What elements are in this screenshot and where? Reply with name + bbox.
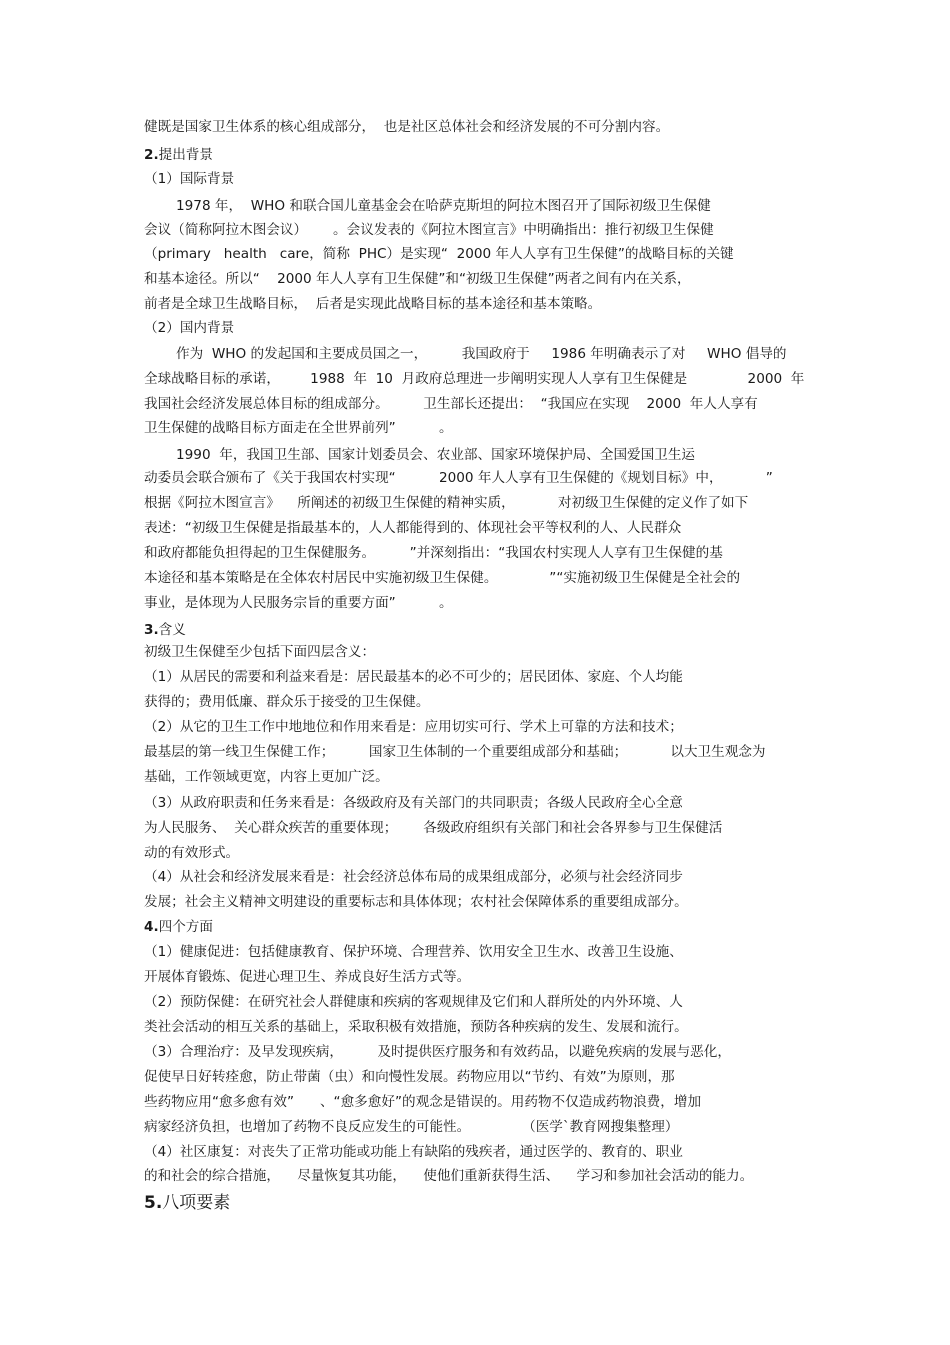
paragraph-line: 动委员会联合颁布了《关于我国农村实现“ 2000 年人人享有卫生保健的《规划目标》中， ”: [144, 470, 773, 486]
paragraph-line: （3）合理治疗：及早发现疾病， 及时提供医疗服务和有效药品，以避免疾病的发展与恶化，: [144, 1044, 731, 1060]
paragraph-line: 最基层的第一线卫生保健工作； 国家卫生体制的一个重要组成部分和基础； 以大卫生观念为: [144, 744, 766, 760]
paragraph-line: 病家经济负担，也增加了药物不良反应发生的可能性。 （医学`教育网搜集整理）: [144, 1119, 679, 1135]
paragraph-line: 健既是国家卫生体系的核心组成部分， 也是社区总体社会和经济发展的不可分割内容。: [144, 119, 670, 135]
paragraph-line: （2）预防保健：在研究社会人群健康和疾病的客观规律及它们和人群所处的内外环境、人: [144, 994, 683, 1010]
section-heading: 2.提出背景: [144, 147, 213, 163]
paragraph-line: 作为 WHO 的发起国和主要成员国之一， 我国政府于 1986 年明确表示了对 WHO 倡导的: [176, 346, 787, 362]
subsection-heading: （1）国际背景: [144, 171, 235, 187]
paragraph-line: 动的有效形式。: [144, 845, 240, 861]
paragraph-line: 会议（简称阿拉木图会议） 。会议发表的《阿拉木图宣言》中明确指出：推行初级卫生保健: [144, 222, 714, 238]
paragraph-line: 本途径和基本策略是在全体农村居民中实施初级卫生保健。 ”“实施初级卫生保健是全社会的: [144, 570, 741, 586]
paragraph-line: 1990 年，我国卫生部、国家计划委员会、农业部、国家环境保护局、全国爱国卫生运: [176, 447, 696, 463]
paragraph-line: 我国社会经济发展总体目标的组成部分。 卫生部长还提出： “我国应在实现 2000 年人人享有: [144, 396, 758, 412]
paragraph-line: 根据《阿拉木图宣言》 所阐述的初级卫生保健的精神实质， 对初级卫生保健的定义作了如下: [144, 495, 749, 511]
paragraph-line: 些药物应用“愈多愈有效” 、“愈多愈好”的观念是错误的。用药物不仅造成药物浪费，增加: [144, 1094, 702, 1110]
paragraph-line: 卫生保健的战略目标方面走在全世界前列” 。: [144, 420, 453, 436]
paragraph-line: 类社会活动的相互关系的基础上，采取积极有效措施，预防各种疾病的发生、发展和流行。: [144, 1019, 688, 1035]
paragraph-line: 的和社会的综合措施， 尽量恢复其功能， 使他们重新获得生活、 学习和参加社会活动的能力。: [144, 1168, 754, 1184]
paragraph-line: （3）从政府职责和任务来看是：各级政府及有关部门的共同职责；各级人民政府全心全意: [144, 795, 683, 811]
section-heading: 5.八项要素: [144, 1193, 231, 1213]
paragraph-line: 全球战略目标的承诺， 1988 年 10 月政府总理进一步阐明实现人人享有卫生保健是 2000 年: [144, 371, 805, 387]
paragraph-line: 1978 年， WHO 和联合国儿童基金会在哈萨克斯坦的阿拉木图召开了国际初级卫生保健: [176, 198, 711, 214]
paragraph-line: 发展；社会主义精神文明建设的重要标志和具体体现；农村社会保障体系的重要组成部分。: [144, 894, 688, 910]
paragraph-line: （4）从社会和经济发展来看是：社会经济总体布局的成果组成部分，必须与社会经济同步: [144, 869, 683, 885]
section-heading: 4.四个方面: [144, 919, 213, 935]
paragraph-line: 表述：“初级卫生保健是指最基本的，人人都能得到的、体现社会平等权利的人、人民群众: [144, 520, 682, 536]
paragraph-line: （2）从它的卫生工作中地地位和作用来看是：应用切实可行、学术上可靠的方法和技术；: [144, 719, 683, 735]
paragraph-line: （1）健康促进：包括健康教育、保护环境、合理营养、饮用安全卫生水、改善卫生设施、: [144, 944, 683, 960]
paragraph-line: 和基本途径。所以“ 2000 年人人享有卫生保健”和“初级卫生保健”两者之间有内在关系，: [144, 271, 691, 287]
section-heading: 3.含义: [144, 622, 186, 638]
paragraph-line: 前者是全球卫生战略目标， 后者是实现此战略目标的基本途径和基本策略。: [144, 296, 602, 312]
paragraph-line: 和政府都能负担得起的卫生保健服务。 ”并深刻指出：“我国农村实现人人享有卫生保健的基: [144, 545, 723, 561]
paragraph-line: （primary health care，简称 PHC）是实现“ 2000 年人人享有卫生保健”的战略目标的关键: [144, 246, 734, 262]
paragraph-line: （1）从居民的需要和利益来看是：居民最基本的必不可少的；居民团体、家庭、个人均能: [144, 669, 683, 685]
paragraph-line: 促使早日好转痊愈，防止带菌（虫）和向慢性发展。药物应用以“节约、有效”为原则，那: [144, 1069, 675, 1085]
paragraph-line: （4）社区康复：对丧失了正常功能或功能上有缺陷的残疾者，通过医学的、教育的、职业: [144, 1144, 683, 1160]
paragraph-line: 获得的；费用低廉、群众乐于接受的卫生保健。: [144, 694, 430, 710]
paragraph-line: 初级卫生保健至少包括下面四层含义：: [144, 644, 376, 660]
paragraph-line: 为人民服务、 关心群众疾苦的重要体现； 各级政府组织有关部门和社会各界参与卫生保健活: [144, 820, 723, 836]
paragraph-line: 基础，工作领域更宽，内容上更加广泛。: [144, 769, 389, 785]
paragraph-line: 开展体育锻炼、促进心理卫生、养成良好生活方式等。: [144, 969, 471, 985]
paragraph-line: 事业，是体现为人民服务宗旨的重要方面” 。: [144, 595, 453, 611]
subsection-heading: （2）国内背景: [144, 320, 235, 336]
